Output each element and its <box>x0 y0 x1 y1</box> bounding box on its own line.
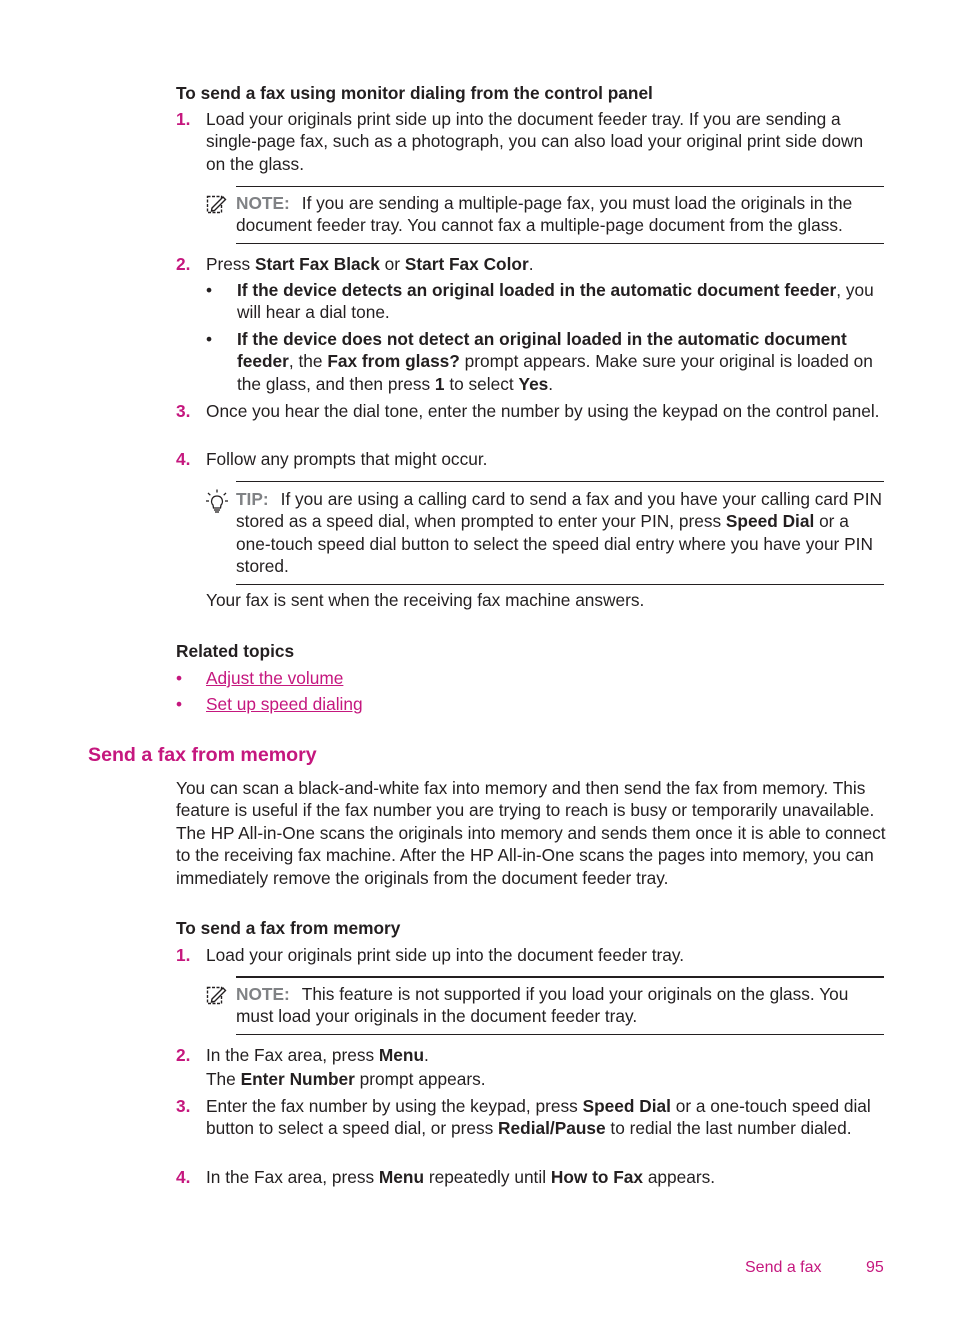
step-3 <box>176 1095 884 1140</box>
tip-text: TIP: If you are using a calling card to send a fax and you have your calling card PIN stored as a speed dial, when prompted to enter your PIN, press Speed Dial or a one-touch speed dial button to select the speed dial entry where you have your PIN stored. <box>236 489 882 577</box>
note-box <box>206 976 884 1028</box>
step-4 <box>176 448 884 470</box>
step-text: Press Start Fax Black or Start Fax Color. <box>206 254 534 274</box>
step-3 <box>176 400 884 422</box>
step-text: Enter the fax number by using the keypad, press Speed Dial or a one-touch speed dial button to select a speed dial, or press Redial/Pause to redial the last number dialed. <box>206 1096 871 1139</box>
step-result-text: The Enter Number prompt appears. <box>206 1069 486 1090</box>
step-text: Follow any prompts that might occur. <box>206 449 488 469</box>
note-text: If you are sending a multiple-page fax, you must load the originals in the document feeder tray. You cannot fax a multiple-page document from the glass. <box>236 193 853 236</box>
step-4 <box>176 1166 884 1188</box>
footer-section-name: Send a fax <box>745 1259 822 1276</box>
tip-box <box>206 481 884 578</box>
step-number: 2. <box>176 254 191 274</box>
step-1 <box>176 108 884 175</box>
step-text: Load your originals print side up into the document feeder tray. If you are sending a single-page fax, such as a photograph, you can also load your original print side down on the glass. <box>206 109 864 174</box>
procedure-title: To send a fax from memory <box>176 918 401 938</box>
note-top-rule <box>236 186 884 187</box>
bullet-item <box>206 328 884 395</box>
bullet-text: If the device detects an original loaded in the automatic document feeder, you will hear a dial tone. <box>237 280 874 323</box>
step-number: 1. <box>176 109 191 129</box>
note-bottom-rule <box>236 243 884 244</box>
bullet-item <box>206 279 884 324</box>
section-heading: Send a fax from memory <box>88 744 317 766</box>
related-topics-title: Related topics <box>176 641 295 661</box>
note-text: This feature is not supported if you load your originals on the glass. You must load your originals in the document feeder tray. <box>236 984 849 1027</box>
lightbulb-icon <box>206 489 230 513</box>
tip-top-rule <box>236 481 884 482</box>
bullet-text: If the device does not detect an original loaded in the automatic document feeder, the Fax from glass? prompt appears. Make sure your original is loaded on the glass, and then press 1 to select Yes. <box>237 329 873 394</box>
bullet-mark: • <box>206 280 213 300</box>
page-number: 95 <box>866 1259 884 1276</box>
note-top-rule <box>236 976 884 978</box>
note-label: NOTE: <box>236 193 290 213</box>
section-intro: You can scan a black-and-white fax into memory and then send the fax from memory. This feature is useful if the fax number you are trying to reach is busy or temporarily unavailable. The HP All-in-One scans the originals into memory and sends them once it is able to connect to the receiving fax machine. After the HP All-in-One scans the pages into memory, you can immediately remove the originals from the document feeder tray. <box>176 778 886 888</box>
tip-bottom-rule <box>236 584 884 585</box>
link-set-up-speed-dialing[interactable]: Set up speed dialing <box>206 694 363 714</box>
note-bottom-rule <box>236 1034 884 1035</box>
step-number: 2. <box>176 1045 191 1065</box>
note-box <box>206 186 884 237</box>
step-2 <box>176 1044 884 1091</box>
closing-text: Your fax is sent when the receiving fax machine answers. <box>206 590 645 610</box>
step-text: Load your originals print side up into the document feeder tray. <box>206 945 685 965</box>
step-number: 4. <box>176 1167 191 1187</box>
note-pencil-icon <box>206 193 230 217</box>
bullet-mark: • <box>176 694 183 714</box>
step-text: Once you hear the dial tone, enter the number by using the keypad on the control panel. <box>206 401 880 421</box>
note-label: NOTE: <box>236 984 290 1004</box>
link-adjust-the-volume[interactable]: Adjust the volume <box>206 668 344 688</box>
bullet-mark: • <box>176 668 183 688</box>
bullet-mark: • <box>206 329 213 349</box>
step-number: 3. <box>176 401 191 421</box>
note-pencil-icon <box>206 984 230 1008</box>
procedure-title: To send a fax using monitor dialing from the control panel <box>176 83 653 103</box>
step-text: In the Fax area, press Menu repeatedly until How to Fax appears. <box>206 1167 716 1187</box>
step-number: 1. <box>176 945 191 965</box>
step-2 <box>176 253 884 275</box>
step-number: 3. <box>176 1096 191 1116</box>
step-1 <box>176 944 884 966</box>
step-number: 4. <box>176 449 191 469</box>
step-text: In the Fax area, press Menu. <box>206 1045 429 1065</box>
tip-label: TIP: <box>236 489 269 509</box>
